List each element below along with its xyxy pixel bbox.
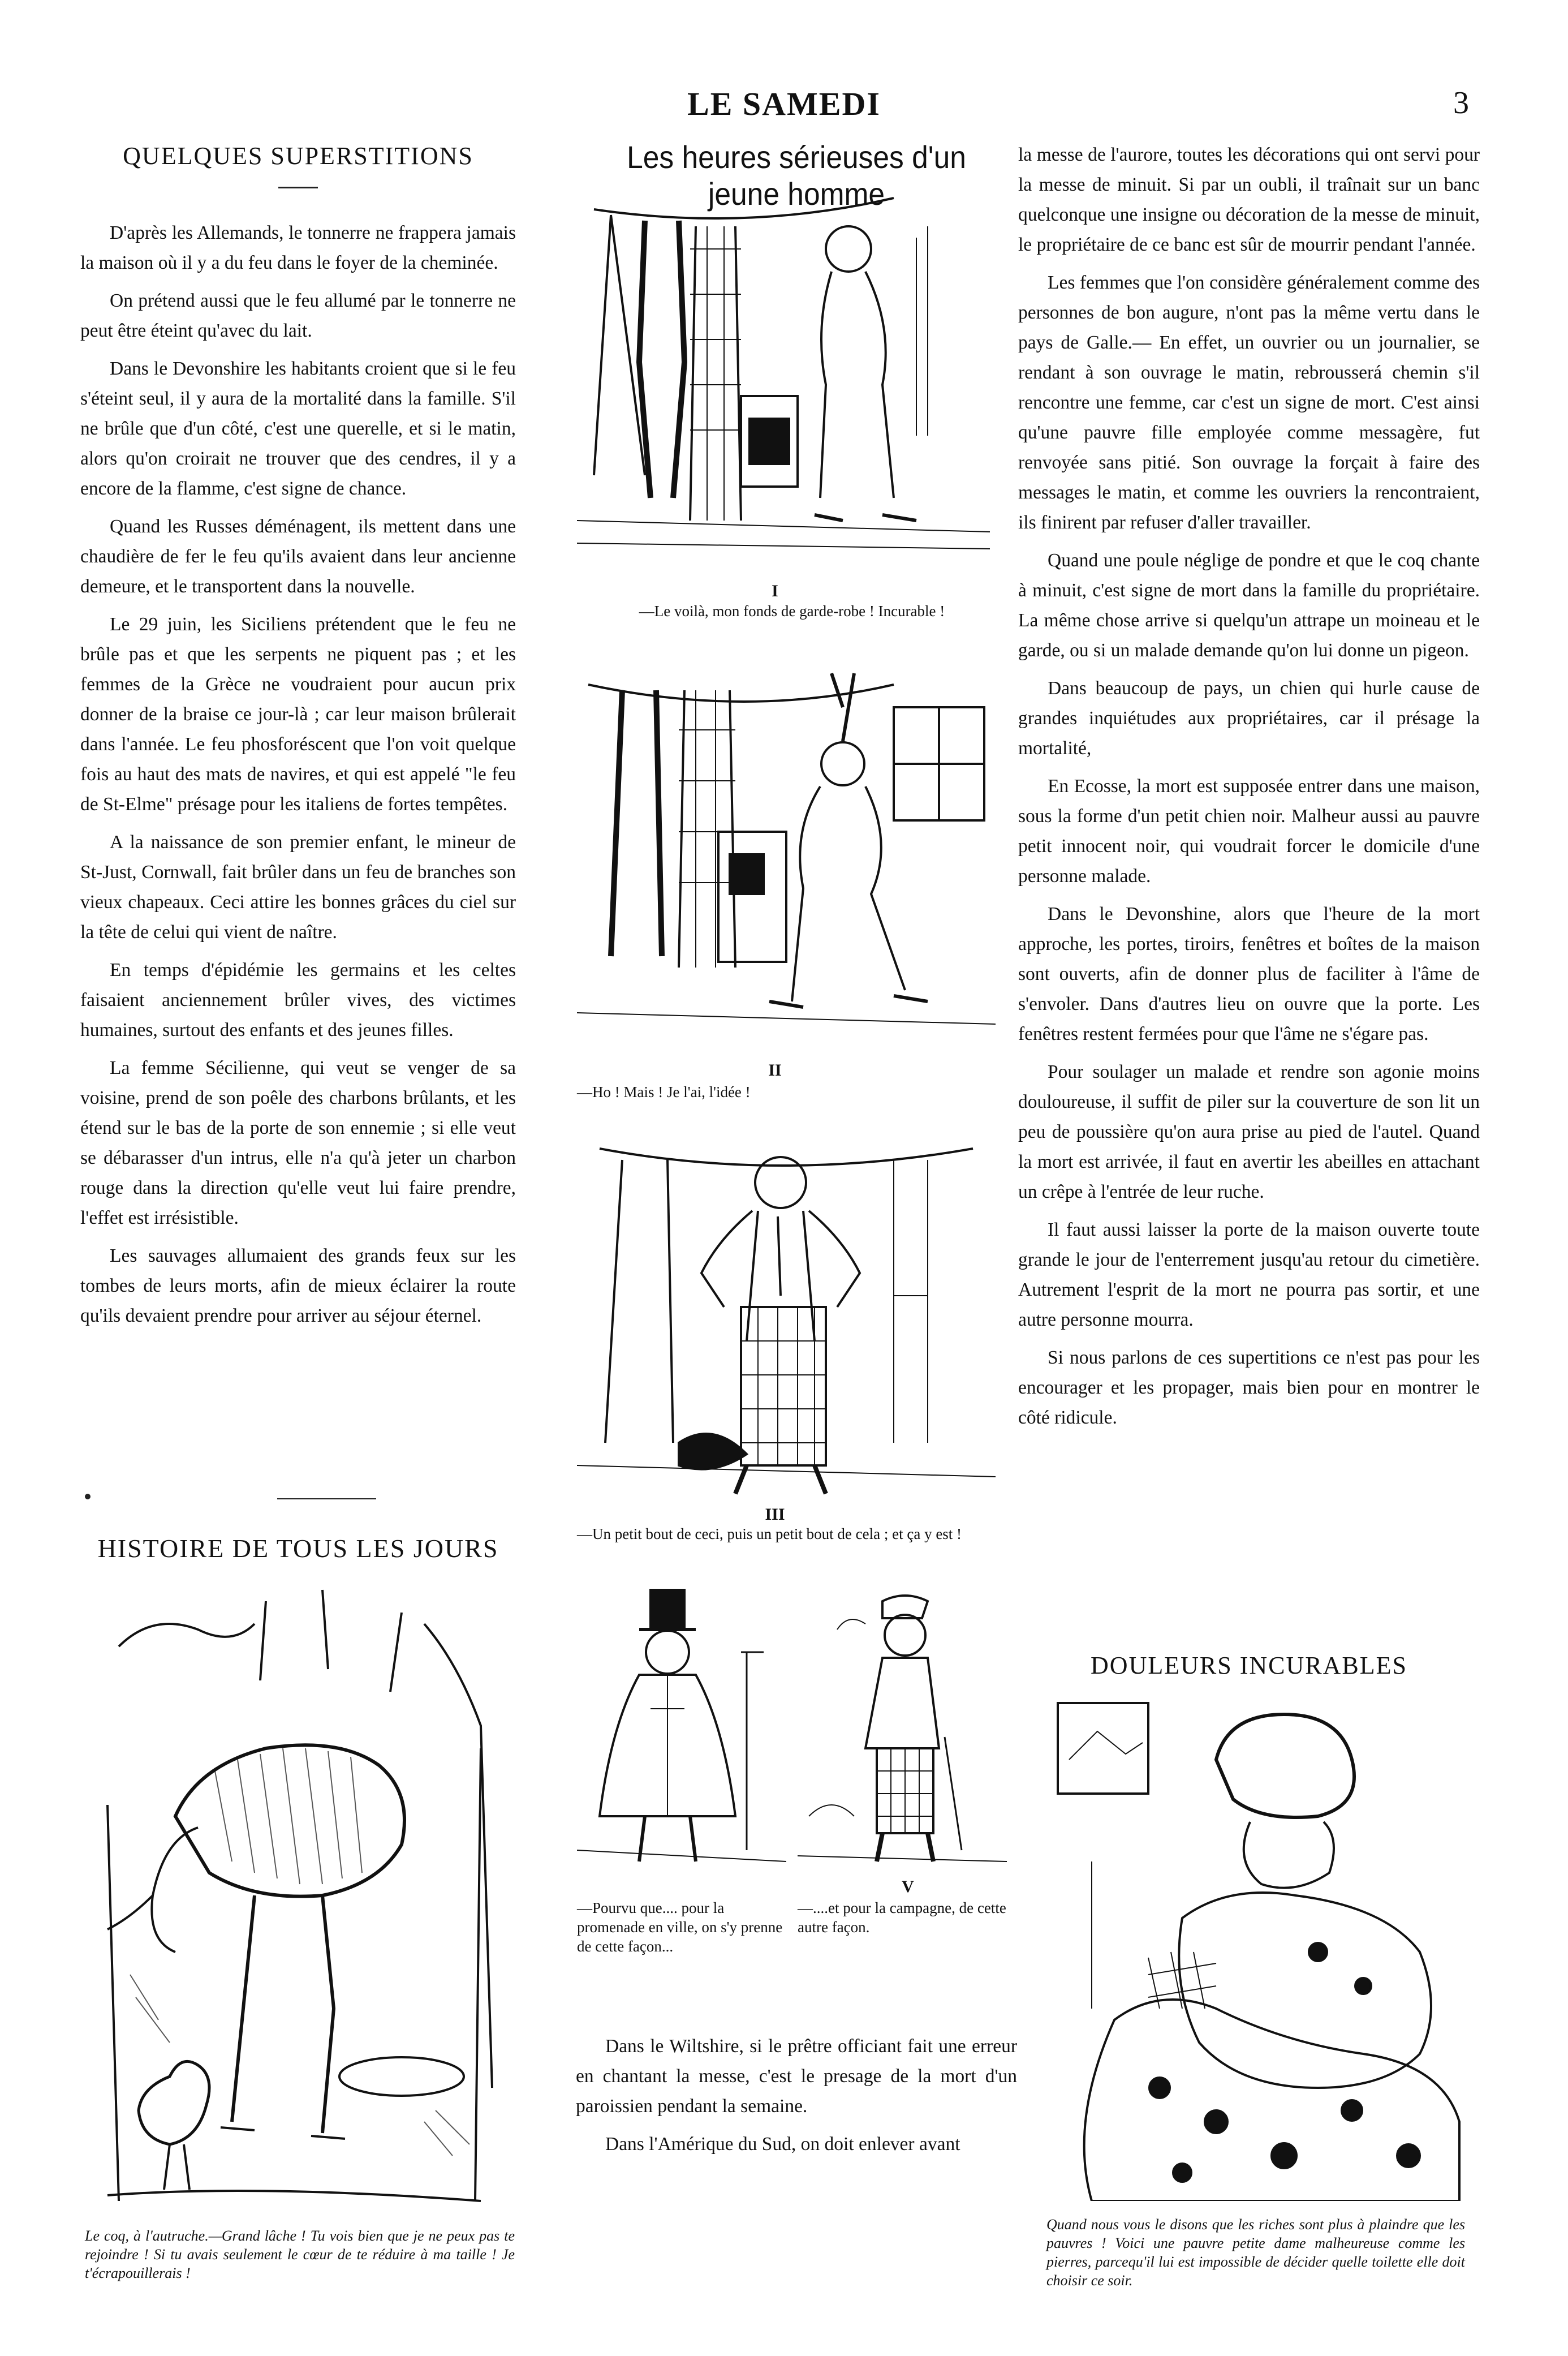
paragraph: la messe de l'aurore, toutes les décorations qui ont servi pour la messe de minuit. Si par un oubli, il traînait sur un banc quelconque une insigne ou décoration de la messe de minuit, le propriétaire de ce banc est sûr de mourrir pendant l'année.	[1018, 144, 1480, 255]
paragraph: Dans beaucoup de pays, un chien qui hurle cause de grandes inquiétudes aux propriétaires, car il présage la mortalité,	[1018, 678, 1480, 759]
panel-3-illustration	[577, 1126, 996, 1505]
paragraph: Le 29 juin, les Siciliens prétendent que le feu ne brûle pas et que les serpents ne piquent pas ; et les femmes de la Grèce ne voudraient pour aucun prix donner de la braise ce jour-là ; car leur maison brûlerait dans l'année. Le feu phosforéscent que l'on voit quelque fois au haut des mats de navires, et qui est appelé "le feu de St-Elme" présage pour les italiens de fortes tempêtes.	[80, 614, 516, 815]
panel-3-caption: —Un petit bout de ceci, puis un petit bout de cela ; et ça y est !	[577, 1525, 962, 1542]
paragraph: Quand une poule néglige de pondre et que le coq chante à minuit, c'est signe de mort dans la famille du propriétaire. La même chose arrive si quelqu'un attrape un moineau et le garde, ou si un malade demande qu'on lui donne un pigeon.	[1018, 550, 1480, 661]
panel-5-caption: —....et pour la campagne, de cette autre façon.	[798, 1899, 1006, 1936]
paragraph: En temps d'épidémie les germains et les celtes faisaient anciennement brûler vives, des victimes humaines, surtout des enfants et des jeunes filles.	[80, 960, 516, 1041]
superstitions-middle-text	[576, 2031, 1017, 2167]
lady-illustration	[1046, 1692, 1465, 2201]
panel-4-illustration	[577, 1579, 786, 1873]
paragraph: Quand les Russes déménagent, ils mettent dans une chaudière de fer le feu qu'ils avaient dans leur ancienne demeure, et le transportent dans la nouvelle.	[80, 516, 516, 597]
newspaper-title: LE SAMEDI	[687, 85, 881, 122]
panel-5-numeral: V	[902, 1877, 914, 1896]
histoire-caption: Le coq, à l'autruche.—Grand lâche ! Tu vois bien que je ne peux pas te rejoindre ! Si tu avais seulement le cœur de te réduire à ma taille ! Je t'écrapouillerais !	[85, 2228, 515, 2281]
panel-2-caption: —Ho ! Mais ! Je l'ai, l'idée !	[577, 1084, 751, 1100]
paragraph: Il faut aussi laisser la porte de la maison ouverte toute grande le jour de l'enterrement jusqu'au retour du cimetière. Autrement l'esprit de la mort ne pourra pas sortir, et une autre personne mourra.	[1018, 1219, 1480, 1330]
paragraph: Les sauvages allumaient des grands feux sur les tombes de leurs morts, afin de mieux éclairer la route qu'ils devaient prendre pour arriver au séjour éternel.	[80, 1245, 516, 1326]
panel-1-illustration	[577, 181, 990, 577]
paragraph: Pour soulager un malade et rendre son agonie moins douloureuse, il suffit de piler sur la couverture de son lit un peu de poussière qu'on aura prise au pied de l'autel. Quand la mort est arrivée, il faut en avertir les abeilles en attachant un crêpe à l'entrée de leur ruche.	[1018, 1061, 1480, 1202]
paragraph: Dans le Wiltshire, si le prêtre officiant fait une erreur en chantant la messe, c'est le presage de la mort d'un paroissien pendant la semaine.	[576, 2036, 1017, 2117]
title-rule	[278, 187, 318, 188]
panel-1-caption: —Le voilà, mon fonds de garde-robe ! Incurable !	[639, 603, 945, 620]
panel-2-numeral: II	[768, 1061, 782, 1080]
paragraph: La femme Sécilienne, qui veut se venger de sa voisine, prend de son poêle des charbons brûlants, et les étend sur le bas de la porte de son ennemie ; si elle veut se débarasser d'un intrus, elle n'a qu'à jeter un charbon rouge dans la direction qu'elle veut lui faire prendre, l'effet est irrésistible.	[80, 1057, 516, 1228]
paragraph: En Ecosse, la mort est supposée entrer dans une maison, sous la forme d'un petit chien noir. Malheur aussi au pauvre petit innocent noir, qui voudrait forcer le domicile d'une personne malade.	[1018, 776, 1480, 887]
paragraph: Dans le Devonshine, alors que l'heure de la mort approche, les portes, tiroirs, fenêtres et boîtes de la maison sont ouverts, afin de donner plus de faciliter à l'âme de s'envoler. Dans d'autres lieu on ouvre que la porte. Les fenêtres restent fermées pour que l'âme ne s'égare pas.	[1018, 904, 1480, 1044]
paragraph: On prétend aussi que le feu allumé par le tonnerre ne peut être éteint qu'avec du lait.	[80, 290, 516, 341]
paragraph: Les femmes que l'on considère généralement comme des personnes de bon augure, n'ont pas la même vertu dans le pays de Galle.— En effet, un ouvrier ou un journalier, se rendant à son ouvrage le matin, rebrousserá chemin s'il rencontre une femme, car c'est un signe de mort. C'est ainsi qu'une pauvre fille employée comme messagère, fut renvoyée sans pitié. Son ouvrage la forçait à faire des messages le matin, et comme les ouvriers la rencontraient, ils finirent par refuser d'aller travailler.	[1018, 272, 1480, 533]
douleurs-title: DOULEURS INCURABLES	[1091, 1652, 1407, 1679]
superstitions-title: QUELQUES SUPERSTITIONS	[123, 142, 473, 170]
panel-3-numeral: III	[765, 1505, 785, 1524]
paragraph: Si nous parlons de ces supertitions ce n'est pas pour les encourager et les propager, mais bien pour en montrer le côté ridicule.	[1018, 1347, 1480, 1428]
panel-1-numeral: I	[772, 582, 778, 600]
heures-title: Les heures sérieuses d'un jeune homme	[627, 139, 966, 212]
section-divider	[277, 1498, 376, 1499]
ostrich-rooster-illustration	[85, 1579, 515, 2218]
panel-2-illustration	[577, 651, 996, 1058]
panel-5-illustration	[798, 1579, 1007, 1873]
bullet-dot	[85, 1494, 91, 1499]
page-number: 3	[1453, 85, 1469, 121]
superstitions-column-right	[1018, 140, 1480, 1441]
histoire-title: HISTOIRE DE TOUS LES JOURS	[97, 1534, 499, 1563]
paragraph: Dans le Devonshire les habitants croient que si le feu s'éteint seul, il y aura de la mortalité dans la famille. S'il ne brûle que d'un côté, c'est une querelle, et si le matin, alors qu'on croirait ne trouver que des cendres, il y a encore de la flamme, c'est signe de chance.	[80, 358, 516, 499]
paragraph: D'après les Allemands, le tonnerre ne frappera jamais la maison où il y a du feu dans le foyer de la cheminée.	[80, 222, 516, 273]
douleurs-caption: Quand nous vous le disons que les riches sont plus à plaindre que les pauvres ! Voici une pauvre petite dame malheureuse comme les pierres, parcequ'il lui est impossible de décider quelle toilette elle doit choisir ce soir.	[1046, 2216, 1465, 2289]
superstitions-column-left	[80, 218, 516, 1339]
paragraph: A la naissance de son premier enfant, le mineur de St-Just, Cornwall, fait brûler dans un feu de branches son vieux chapeaux. Ceci attire les bonnes grâces du ciel sur la tête de celui qui vient de naître.	[80, 832, 516, 943]
paragraph: Dans l'Amérique du Sud, on doit enlever avant	[605, 2134, 960, 2155]
panel-4-caption: —Pourvu que.... pour la promenade en ville, on s'y prenne de cette façon...	[577, 1899, 783, 1955]
